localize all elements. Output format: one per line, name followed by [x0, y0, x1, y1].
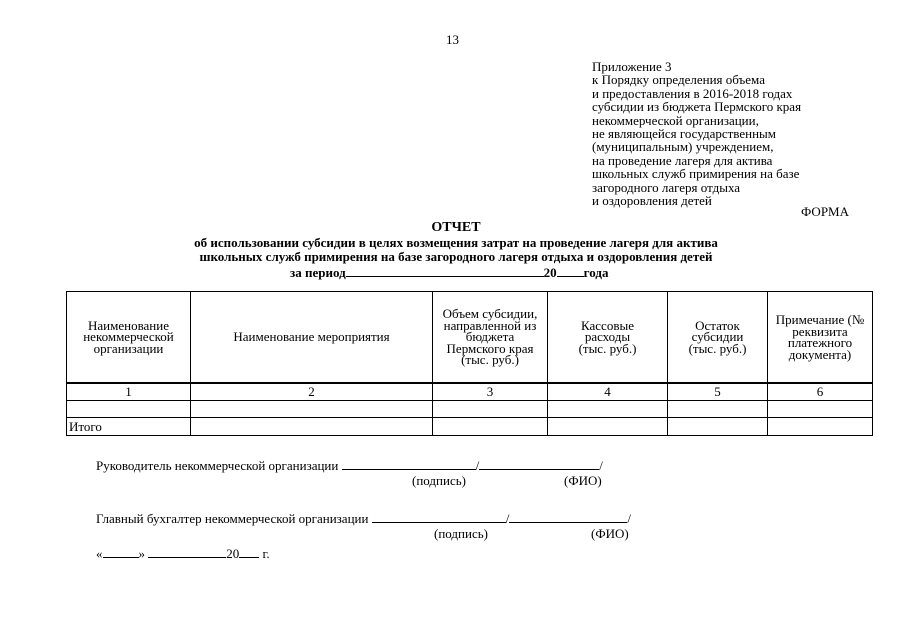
- director-signature-line: [96, 457, 603, 472]
- appendix-line: и предоставления в 2016-2018 годах: [592, 85, 793, 101]
- name-hint: (ФИО): [591, 526, 629, 541]
- appendix-line: субсидии из бюджета Пермского края: [592, 99, 802, 115]
- accountant-label: Главный бухгалтер некоммерческой организации: [96, 511, 369, 526]
- close-quote: »: [138, 546, 145, 561]
- column-number: 6: [768, 383, 873, 401]
- day-blank[interactable]: [103, 545, 139, 558]
- director-label: Руководитель некоммерческой организации: [96, 458, 339, 473]
- column-number: 3: [433, 383, 548, 401]
- separator: /: [627, 511, 631, 526]
- table-cell[interactable]: [668, 418, 768, 436]
- separator: /: [505, 511, 510, 526]
- report-heading: ОТЧЕТ: [431, 220, 481, 235]
- table-cell[interactable]: [548, 418, 668, 436]
- accountant-signature-line: [96, 510, 631, 525]
- year-blank[interactable]: [239, 545, 259, 558]
- total-label: Итого: [67, 418, 191, 436]
- column-number: 2: [191, 383, 433, 401]
- appendix-line: (муниципальным) учреждением,: [592, 139, 774, 155]
- report-period: [290, 264, 608, 279]
- year-suffix: г.: [262, 546, 270, 561]
- month-blank[interactable]: [148, 545, 226, 558]
- table-cell[interactable]: [67, 401, 191, 418]
- table-cell[interactable]: [433, 418, 548, 436]
- table-cell[interactable]: [191, 418, 433, 436]
- period-year: 20: [543, 265, 557, 280]
- open-quote: «: [96, 546, 103, 561]
- table-cell[interactable]: [548, 401, 668, 418]
- appendix-line: к Порядку определения объема: [592, 72, 765, 88]
- appendix-note: [592, 60, 801, 207]
- total-row: [67, 418, 873, 436]
- period-prefix: за период: [290, 265, 346, 280]
- appendix-line: школьных служб примирения на базе: [592, 166, 800, 182]
- accountant-signature-blank[interactable]: [372, 510, 506, 523]
- header-subsidy-balance: Остаток субсидии (тыс. руб.): [668, 292, 768, 384]
- table-cell[interactable]: [191, 401, 433, 418]
- appendix-line: не являющейся государственным: [592, 125, 776, 141]
- report-table: [66, 291, 873, 436]
- header-subsidy-amount: Объем субсидии, направленной из бюджета Пермского края (тыс. руб.): [433, 292, 548, 384]
- signature-hint: (подпись): [412, 473, 466, 488]
- year-prefix: 20: [226, 546, 240, 561]
- name-hint: (ФИО): [564, 473, 602, 488]
- table-cell[interactable]: [668, 401, 768, 418]
- column-number: 5: [668, 383, 768, 401]
- appendix-line: и оздоровления детей: [592, 192, 712, 208]
- table-row: [67, 401, 873, 418]
- form-label: ФОРМА: [801, 204, 849, 219]
- signature-hint: (подпись): [434, 526, 488, 541]
- table-header-row: [67, 292, 873, 384]
- accountant-name-blank[interactable]: [509, 510, 627, 523]
- table-cell[interactable]: [433, 401, 548, 418]
- column-number: 4: [548, 383, 668, 401]
- separator: /: [475, 458, 480, 473]
- report-subtitle-line-2: школьных служб примирения на базе загородного лагеря отдыха и оздоровления детей: [199, 248, 713, 264]
- page-number: 13: [446, 32, 459, 47]
- accountant-hints: [0, 527, 905, 541]
- period-blank[interactable]: [346, 264, 544, 277]
- report-title: [0, 220, 905, 263]
- column-number-row: [67, 383, 873, 401]
- header-event: Наименование мероприятия: [191, 292, 433, 384]
- appendix-line: на проведение лагеря для актива: [592, 152, 773, 168]
- header-note: Примечание (№ реквизита платежного документа): [768, 292, 873, 384]
- director-name-blank[interactable]: [479, 457, 599, 470]
- appendix-line: некоммерческой организации,: [592, 112, 759, 128]
- date-line: [96, 545, 270, 560]
- header-cash-expenses: Кассовые расходы (тыс. руб.): [548, 292, 668, 384]
- appendix-line: загородного лагеря отдыха: [592, 179, 741, 195]
- header-organization: Наименование некоммерческой организации: [67, 292, 191, 384]
- table-cell[interactable]: [768, 418, 873, 436]
- period-year-blank[interactable]: [557, 264, 584, 277]
- director-signature-blank[interactable]: [342, 457, 476, 470]
- director-hints: [0, 474, 905, 488]
- separator: /: [599, 458, 603, 473]
- appendix-line: Приложение 3: [592, 59, 672, 74]
- column-number: 1: [67, 383, 191, 401]
- report-subtitle-line-1: об использовании субсидии в целях возмещения затрат на проведение лагеря для актива: [194, 235, 718, 250]
- table-cell[interactable]: [768, 401, 873, 418]
- period-suffix: года: [583, 265, 609, 280]
